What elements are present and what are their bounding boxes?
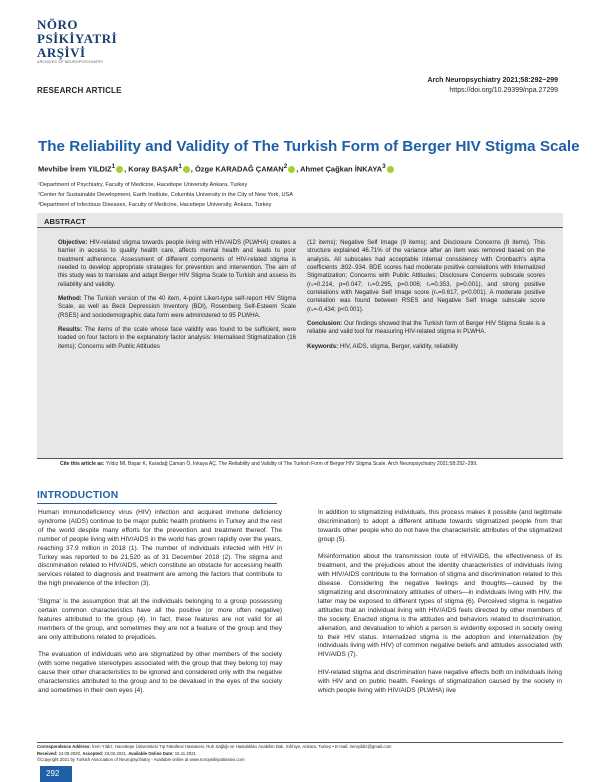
abstract-heading: ABSTRACT — [37, 213, 563, 228]
section-label: RESEARCH ARTICLE — [37, 86, 122, 95]
abstract-left-column — [58, 239, 296, 357]
body-paragraph: HIV-related stigma and discrimination have negative effects both on individuals living with HIV and on public health. Feelings of stigmatization caused by the society in which people living with HIV/AIDS (PLWHA) live — [318, 669, 562, 694]
orcid-icon[interactable] — [116, 166, 123, 173]
author-list: Mevhibe İrem YILDIZ$^1$ , Koray BAŞAR$^1$ , Özge KARADAĞ ÇAMAN$^2$ , Ahmet Çağkan İNKAYA$^3$ — [38, 163, 395, 174]
body-paragraph: In addition to stigmatizing individuals, this process makes it possible (and legitimate discrimination) to adopt a different attitude towards stigmatized people from that towards other people who do not have the characteristic attributes of the stigmatized group (5). — [318, 509, 562, 543]
body-paragraph: 'Stigma' is the assumption that all the individuals belonging to a group possessing certain common characteristics have all the positive (or more often negative) features attributed to the group (4). In fact, these features are not valid for all members of the group, and sometimes they are not a feature of the group and they are only attributions related to prejudices. — [38, 597, 282, 641]
journal-info — [427, 76, 558, 96]
heading-divider — [37, 503, 277, 504]
copyright: ©Copyright 2021 by Turkish Association of Neuropsychiatry - Available online at www.noropsikiyatriarsivi.com — [37, 757, 245, 763]
body-right-column — [318, 509, 562, 705]
journal-name: Arch Neuropsychiatry 2021;58:292−299 — [427, 77, 558, 84]
author-affil-sup: 1 — [111, 163, 116, 170]
abstract-right-column — [307, 239, 545, 357]
author-name: Ahmet Çağkan İNKAYA — [300, 164, 383, 174]
abstract-objective: Objective: HIV-related stigma towards people living with HIV/AIDS (PLWHA) creates a barrier in access to quality health care, affects mental health and leads to poor treatment adherence. Assessment of different components of HIV-related stigma is needed to develop appropriate strategies for prevention and intervention. The aim of this study was to translate and adapt Berger HIV Stigma Scale to Turkish and assess its reliability and validity. — [58, 239, 296, 288]
author-affil-sup: 2 — [283, 163, 288, 170]
author-affil-sup: 3 — [382, 163, 386, 170]
affiliations — [38, 180, 293, 210]
author-affil-sup: 1 — [178, 163, 182, 170]
body-paragraph: Misinformation about the transmission route of HIV/AIDS, the effectiveness of its treatment, and the prejudices about the identity characteristics of individuals living with HIV/AIDS contribute to the formation of stigma and discrimination related to this disease. Considering the negative feelings and thoughts—caused by the stigmatizing and discriminatory attitudes of others—in individuals living with HIV, the latter may be exposed to different types of stigma (6). Perceived stigma is negative attitudes that an individual living with HIV/AIDS feels directed by other members of the society. Enacted stigma is the attitudes and behaviors related to discrimination, alienation, and devaluation to which a person is evidently exposed in society owing to their HIV status. Internalized stigma is the adoption and internalization (by individuals living with HIV) of common negative beliefs and attitudes associated with HIV/AIDS (7). — [318, 553, 562, 659]
page-number: 292 — [40, 766, 72, 782]
cite-this-article: Cite this article as: Yıldız Mİ, Başar K, Karadağ Çaman Ö, İnkaya AÇ. The Reliability and Validity of The Turkish Form of Berger HIV Stigma Scale. Arch Neuropsychiatry 2021;58:292−299. — [37, 458, 563, 476]
doi-link[interactable]: https://doi.org/10.29399/npa.27299 — [449, 87, 558, 94]
author-name: Özge KARADAĞ ÇAMAN — [194, 164, 284, 174]
footer-divider — [37, 742, 563, 743]
affiliation-item: ¹Department of Psychiatry, Faculty of Medicine, Hacettepe University Ankara, Turkey — [38, 182, 248, 188]
abstract-method: Method: The Turkish version of the 40 item, 4-point Likert-type self-report HIV Stigma Scale, as well as Beck Depression Inventory (BDI), Rosenberg Self-Esteem Scale (RSES) and sociodemographic data form were administered to 95 PLWHA. — [58, 295, 296, 319]
author-name: Mevhibe İrem YILDIZ — [38, 164, 112, 174]
abstract-conclusion: Conclusion: Our findings showed that the Turkish form of Berger HIV Stigma Scale is a reliable and valid tool for measuring HIV-related stigma in PLWHA. — [307, 320, 545, 336]
logo-line-3: ARŞİVİ — [37, 45, 86, 60]
logo-line-1: NÖRO — [37, 17, 78, 32]
affiliation-item: ²Center for Sustainable Development, Earth Institute, Columbia University in the City of New York, USA — [38, 192, 293, 198]
orcid-icon[interactable] — [387, 166, 394, 173]
introduction-heading: INTRODUCTION — [37, 490, 119, 501]
body-left-column — [38, 509, 282, 705]
logo-subtitle: ARCHIVES OF NEUROPSYCHIATRY — [37, 60, 104, 64]
dates: Received: 24.06.2020, Accepted: 23.02.2021, Available Online Date: 15.11.2021 — [37, 750, 196, 756]
abstract-keywords: Keywords: HIV, AIDS, stigma, Berger, validity, reliability — [307, 342, 459, 350]
orcid-icon[interactable] — [183, 166, 190, 173]
body-paragraph: The evaluation of individuals who are stigmatized by other members of the society (with some negative stereotypes associated with the group that they belong to) may cause their other characteristics to be ignored and considered only with the negative characteristics attributed to the group and to be devalued in the eyes of the society and sometimes in their own eyes (4). — [38, 651, 282, 694]
logo-line-2: PSİKİYATRİ — [37, 31, 118, 46]
abstract-results-continued: (12 items); Negative Self Image (9 items); and Disclosure Concerns (8 items). This structure explained 46.71% of the variance after an item was removed based on the analysis. All subscales had acceptable internal consistency with Cronbach's alpha coefficients .802-.934. BDE scores had moderate positive correlations with Internalized Stigmatization; Concerns with Public Attitudes; Disclosure Concerns subscale scores (rₛ=0.214, p=0.047; rₛ=0.295, p=0.006; rₛ=0.353, p=0.001), and strong positive correlations with Negative Self Image score (rₛ=0.617, p<0.001). A moderate positive correlation was found between RSES and Negative Self Image subscale score (rₛ=-0.434; p<0.001). — [307, 239, 545, 313]
body-paragraph: Human immunodeficiency virus (HIV) infection and acquired immune deficiency syndrome (AIDS) continue to be major public health problems in Turkey and the rest of the world despite many efforts for the prevention and treatment thereof. The number of people living with HIV/AIDS in the world has grown rapidly over the years, reaching 37.9 million in 2018 (1). The number of individuals infected with HIV in Turkey was reported to be 21,520 as of 31 December 2018 (2). The stigma and discrimination related to HIV/AIDS, which constitute an obstacle for accessing health services related to diagnosis and treatment are among the factors that contribute to the high prevalence of the infection (3). — [38, 509, 282, 588]
footer — [37, 744, 391, 764]
affiliation-item: ³Department of Infectious Diseases, Faculty of Medicine, Hacettepe University, Ankara, Turkey — [38, 202, 272, 208]
author-name: Koray BAŞAR — [128, 164, 179, 174]
journal-logo — [37, 18, 127, 65]
correspondence: Correspondence Address: İrem Yıldız, Hacettepe Üniversitesi Tıp Fakültesi Hastanesi, Ruh Sağlığı ve Hastalıkları Anabilim Dalı, Sıhhiye, Ankara, Turkey • E-mail: iremyildiz@gmail.com — [37, 744, 392, 749]
abstract-results: Results: The items of the scale whose face validity was found to be sufficient, were loaded on four factors in the explanatory factor analysis: Internalised Stigmatization (16 items); Concerns with Public Attitudes — [58, 326, 296, 350]
orcid-icon[interactable] — [288, 166, 295, 173]
article-title: The Reliability and Validity of The Turkish Form of Berger HIV Stigma Scale — [38, 138, 580, 155]
